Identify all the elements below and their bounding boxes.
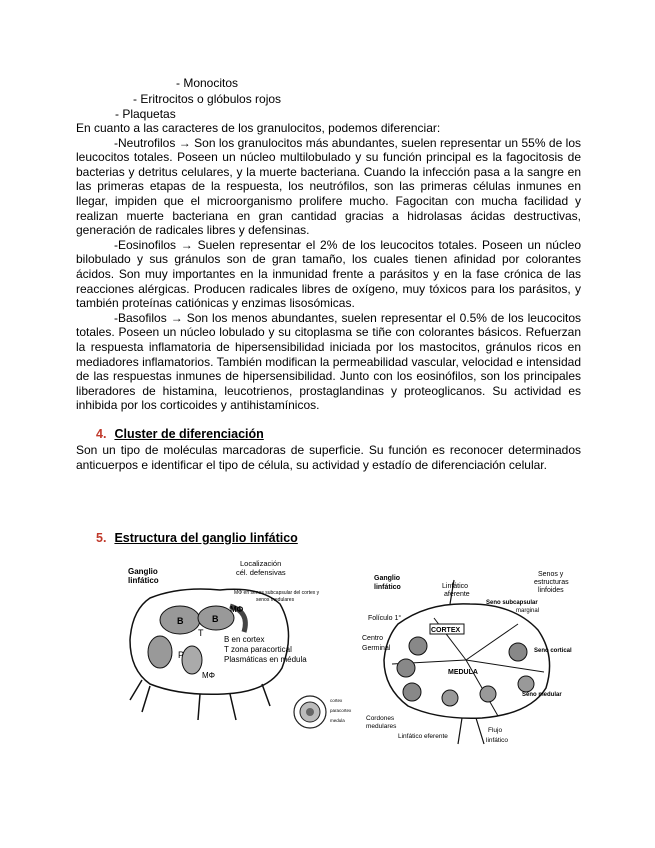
- left-loc-line1: Localización: [240, 560, 282, 568]
- basofilos-paragraph: -Basofilos → Son los menos abundantes, suelen representar el 0.5% de los leucocitos totales. Poseen un núcleo lobulado y su citoplasma se tiñe con colorantes básicos. Refuerzan la respuesta inflamatoria de hipersensibilidad iniciada por los mastocitos, gránulos ricos en mediadores inflamatorios. También modifican la permeabilidad vascular, velocidad e intensidad de las respuestas inmunes de hipersensibilidad. Junto con los eosinófilos, son los principales liberadores de histamina, leucotrienos, prostaglandinas y proteoglicanos. Su actividad es inhibida por los corticoides y antihistamínicos.: [76, 310, 581, 413]
- left-mf-top: MΦ: [230, 605, 244, 614]
- left-sinus-note-line1: MΦ en senos subcapsular del cortex y: [234, 590, 320, 596]
- right-cordones-line1: Cordones: [366, 715, 395, 722]
- right-senos-line3: linfoides: [538, 587, 564, 594]
- right-foliculo: Folículo 1°: [368, 615, 402, 622]
- list-item-plaquetas: - Plaquetas: [115, 107, 176, 121]
- right-centro-line1: Centro: [362, 635, 384, 642]
- neutrofilos-paragraph: -Neutrofilos → Son los granulocitos más abundantes, suelen representar un 55% de los leucocitos totales. Poseen un núcleo multilobulado y su función principal es la fagocitosis de bacterias y detritus celulares, y la muerte bacteriana. Cuando la infección pasa a la sangre en las primeras etapas de la respuesta, los neutrófilos, son las primeras células inmunes en llegar, impiden que el microorganismo prolifere mucho. Fagocitan con mucha facilidad y realizan muerte bacteriana en gran cantidad gracias a hidrolasas ácidas destructivas, generación de radicales libres y defensinas.: [76, 135, 581, 238]
- left-title-line1: Ganglio: [128, 567, 158, 576]
- left-legend-line3: Plasmáticas en médula: [224, 655, 307, 664]
- inset-label-cortex: cortex: [330, 698, 343, 703]
- section-5-heading: [96, 531, 298, 545]
- lymph-node-cells-figure: [120, 560, 355, 750]
- left-title-line2: linfático: [128, 576, 159, 585]
- left-t-label: T: [198, 628, 204, 638]
- right-subcap-line2: marginal: [516, 608, 540, 614]
- right-subcap-line1: Seno subcapsular: [486, 600, 538, 606]
- eosinofilos-paragraph: -Eosinofilos → Suelen representar el 2% de los leucocitos totales. Poseen un núcleo bilobulado y sus gránulos son de gran tamaño, los cuales tienen afinidad por colorantes ácidos. Son muy importantes en la inmunidad frente a parásitos y en la fase crónica de las reacciones alérgicas. Producen radicales libres de oxígeno, muy tóxicos para los parásitos, y también proteínas catiónicas y enzimas lisosómicas.: [76, 237, 581, 311]
- right-aferente-line1: Linfático: [442, 583, 469, 590]
- right-medular: Seno medular: [522, 692, 562, 698]
- right-medula: MEDULA: [448, 669, 478, 676]
- left-loc-line2: cél. defensivas: [236, 568, 286, 577]
- section-4-text: Son un tipo de moléculas marcadoras de superficie. Su función es reconocer determinados anticuerpos e identificar el tipo de célula, su actividad y estadío de diferenciación celular.: [76, 443, 581, 472]
- lymph-node-structure-figure: [358, 568, 580, 750]
- left-legend-line1: B en cortex: [224, 635, 265, 644]
- granulocitos-section: [76, 121, 581, 413]
- right-senos-line1: Senos y: [538, 571, 564, 578]
- left-sinus-note-line2: senos medulares: [256, 597, 295, 603]
- inset-label-medula: medula: [330, 718, 345, 723]
- left-b2-label: B: [212, 614, 219, 624]
- list-item-eritrocitos: - Eritrocitos o glóbulos rojos: [133, 92, 282, 106]
- right-title-line1: Ganglio: [374, 575, 401, 582]
- section-4-number: 4.: [96, 427, 107, 441]
- left-mf-bottom: MΦ: [202, 671, 216, 680]
- list-item-monocitos: - Monocitos: [176, 76, 239, 90]
- section-5-number: 5.: [96, 531, 107, 545]
- right-aferente-line2: aferente: [444, 591, 470, 598]
- section-5-title: Estructura del ganglio linfático: [114, 531, 298, 545]
- right-senos-line2: estructuras: [534, 579, 569, 586]
- left-b1-label: B: [177, 616, 184, 626]
- right-cortex: CORTEX: [431, 627, 461, 634]
- inset-label-paracortex: paracortex: [330, 708, 352, 713]
- right-flujo-line2: linfático: [486, 737, 509, 744]
- right-cordones-line2: medulares: [366, 723, 397, 730]
- right-flujo-line1: Flujo: [488, 727, 503, 734]
- right-centro-line2: Germinal: [362, 645, 391, 652]
- section-4-title: Cluster de diferenciación: [114, 427, 264, 441]
- right-cortical: Seno cortical: [534, 648, 572, 654]
- right-eferente: Linfático eferente: [398, 733, 448, 740]
- left-legend-line2: T zona paracortical: [224, 645, 292, 654]
- intro-text: En cuanto a las caracteres de los granulocitos, podemos diferenciar:: [76, 121, 441, 135]
- left-p-label: P: [178, 650, 185, 660]
- right-title-line2: linfático: [374, 584, 401, 591]
- section-4-heading: [96, 427, 264, 441]
